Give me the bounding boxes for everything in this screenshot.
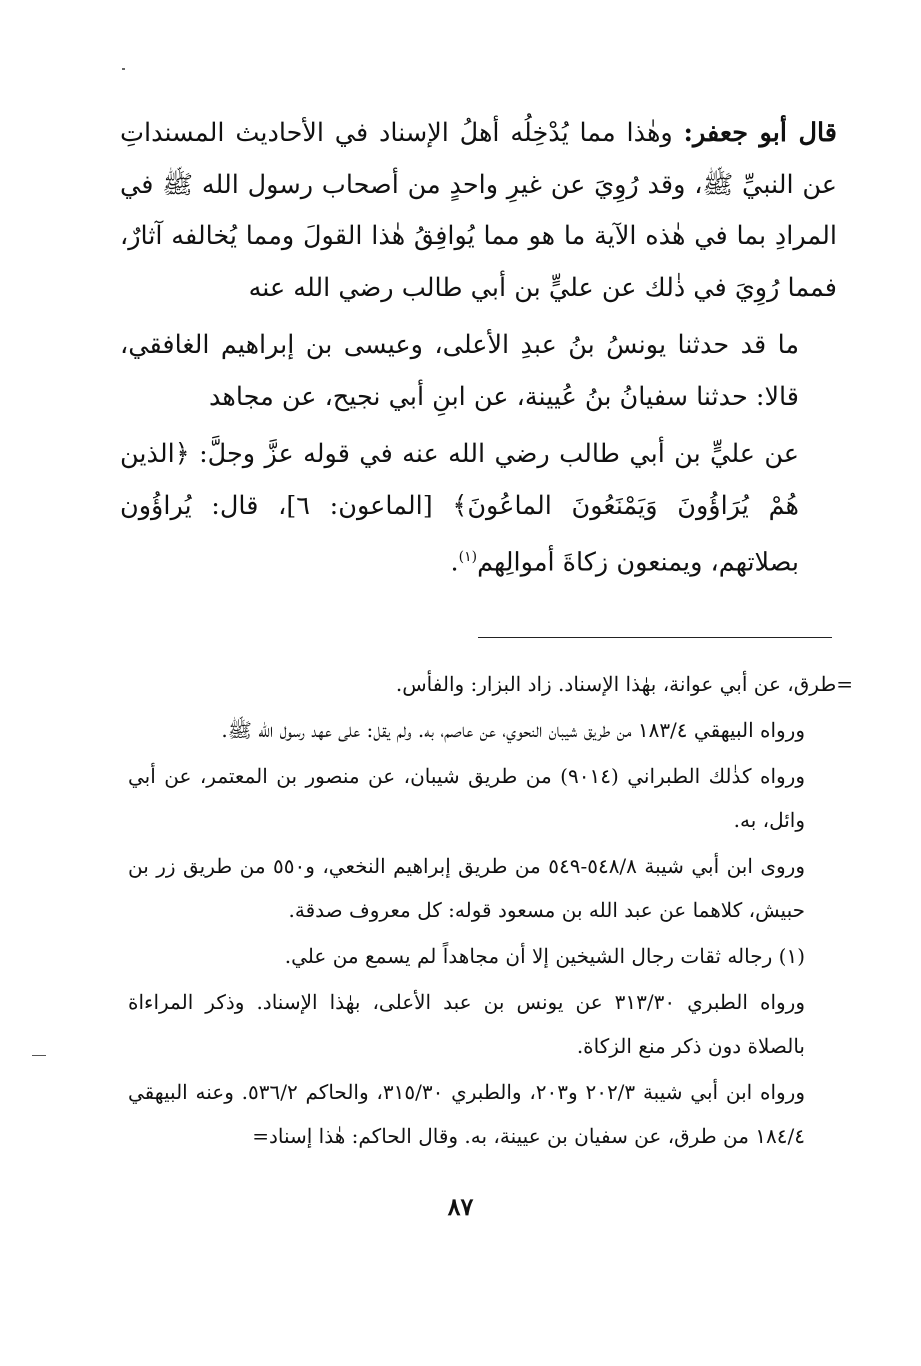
scan-speck: [122, 68, 125, 70]
paragraph-narration: [120, 429, 837, 589]
page-number: ٨٧: [447, 1192, 474, 1221]
footnote-line: ورواه ابن أبي شيبة ٢٠٢/٣ و٢٠٣، والطبري ٣١٥/٣٠، والحاكم ٥٣٦/٢. وعنه البيهقي ١٨٤/٤ من طرق، عن سفيان بن عيينة، به. وقال الحاكم: هٰذا إسناد=: [128, 1080, 805, 1148]
paragraph-text: ما قد حدثنا يونسُ بنُ عبدِ الأعلى، وعيسى بن إبراهيم الغافقي، قالا: حدثنا سفيانُ بنُ عُيينة، عن ابنِ أبي نجيح، عن مجاهد: [120, 330, 799, 412]
footnote-numbered: (١) رجاله ثقات رجال الشيخين إلا أن مجاهداً لم يسمع من علي.: [284, 944, 805, 968]
paragraph-abu-jafar: [120, 108, 837, 314]
footnote-line: ورواه الطبري ٣١٣/٣٠ عن يونس بن عبد الأعلى، بهٰذا الإسناد. وذكر المراءاة بالصلاة دون ذكر منع الزكاة.: [128, 990, 805, 1058]
footnote-line: =طرق، عن أبي عوانة، بهٰذا الإسناد. زاد البزار: والفأس.: [395, 672, 853, 696]
paragraph-tail: .: [450, 547, 459, 578]
footnote-line: وروى ابن أبي شيبة ٥٤٨/٨-٥٤٩ من طريق إبراهيم النخعي، و٥٥٠ من طريق زر بن حبيش، كلاهما عن عبد الله بن مسعود قوله: كل معروف صدقة.: [128, 854, 805, 922]
main-text-block: [120, 108, 837, 589]
scan-margin-mark: [32, 1055, 46, 1056]
footnote-separator: [478, 637, 832, 638]
paragraph-text: وهٰذا مما يُدْخِلُه أهلُ الإسناد في الأحاديث المسنداتِ عن النبيِّ ﷺ، وقد رُوِيَ عن غيرِ واحدٍ من أصحاب رسول الله ﷺ في المرادِ بما في هٰذه الآية ما هو مما يُوافِقُ هٰذا القولَ ومما يُخالفه آثارٌ، فمما رُوِيَ في ذٰلك عن عليٍّ بن أبي طالب رضي الله عنه: [120, 118, 837, 303]
footnote-line: ورواه كذٰلك الطبراني (٩٠١٤) من طريق شيبان، عن منصور بن المعتمر، عن أبي وائل، به.: [128, 764, 805, 832]
footnotes-block: [128, 662, 853, 1158]
paragraph-isnad: [120, 320, 837, 423]
paragraph-lead: قال أبو جعفر:: [683, 118, 837, 148]
footnote-marker: (١): [458, 549, 478, 565]
footnote-line: ورواه البيهقي ١٨٣/٤ من طريق شيبان النحوي، عن عاصم، به. ولم يقل: على عهد رسول الله ﷺ.: [221, 718, 805, 742]
paragraph-text: عن عليٍّ بن أبي طالب رضي الله عنه في قوله عزَّ وجلَّ: ﴿الذين هُمْ يُرَاؤُونَ وَيَمْنَعُونَ الماعُونَ﴾ [الماعون: ٦]، قال: يُراؤُون بصلاتهم، ويمنعون زكاةَ أموالِهم: [120, 439, 799, 578]
